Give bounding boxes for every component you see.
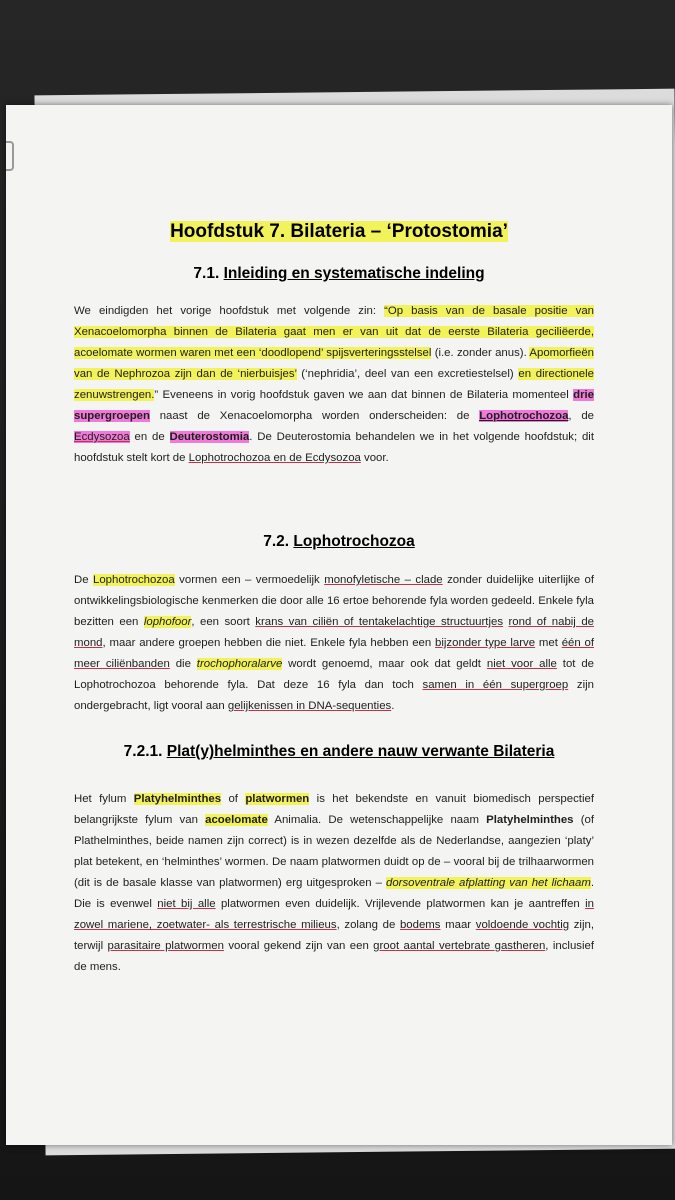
underline-run: groot aantal vertebrate gastheren xyxy=(373,940,546,952)
highlight-run: trochophoralarve xyxy=(196,658,283,670)
underline-run: samen in één supergroep xyxy=(422,679,569,691)
highlight-run: Platyhelminthes xyxy=(133,793,222,805)
underline-run: parasitaire platwormen xyxy=(107,940,224,952)
text-run: (i.e. zonder anus). xyxy=(431,347,530,359)
text-run: die xyxy=(169,658,197,670)
highlight-run: Ecdysozoa xyxy=(74,431,130,443)
highlight-run: platwormen xyxy=(245,793,310,805)
highlight-run: drie supergroepen xyxy=(74,389,594,422)
text-run: , een soort xyxy=(191,616,256,628)
section-7-2-paragraph xyxy=(74,570,594,717)
text-run: is het bekendste en vanuit biomedisch perspectief belangrijkste fylum van xyxy=(74,793,594,826)
underline-run: rond of nabij de mond xyxy=(74,616,594,649)
text-run: Animalia. De wetenschappelijke naam xyxy=(267,814,487,826)
section-7-2-heading xyxy=(6,533,672,551)
text-run: We eindigden het vorige hoofdstuk met volgende zin: xyxy=(74,305,385,317)
text-run: , inclusief de mens. xyxy=(74,940,595,973)
chapter-title xyxy=(6,221,672,243)
underline-run: Lophotrochozoa en de Ecdysozoa xyxy=(188,452,361,464)
section-title: Inleiding en systematische indeling xyxy=(223,265,485,282)
text-run: (‘nephridia’, deel van een excretiestelsel) xyxy=(296,368,519,380)
text-run: tot de Lophotrochozoa behorende fyla. Dat deze 16 fyla dan toch xyxy=(74,658,594,691)
highlight-run: Deuterostomia xyxy=(169,431,250,443)
text-run: vooral gekend zijn van een xyxy=(223,940,374,952)
text-run: vormen een – vermoedelijk xyxy=(174,574,325,586)
text-run: . De Deuterostomia behandelen we in het volgende hoofdstuk; dit hoofdstuk stelt kort de xyxy=(74,431,594,464)
section-7-1-heading xyxy=(6,265,672,283)
text-run: zijn ondergebracht, ligt vooral aan xyxy=(74,679,594,712)
text-run: (of Plathelminthes, beide namen zijn correct) is in wezen dezelfde als de Nederlandse, aangezien ‘platy’ plat betekent, en ‘helminthes’ wormen. De naam platwormen duidt op de – vooral bij de trilhaarwormen (dit is de basale klasse van platwormen) erg uitgesproken – xyxy=(74,814,594,889)
highlight-run: “Op basis van de basale positie van Xenacoelomorpha binnen de Bilateria gaat men er van uit dat de eerste Bilateria geciliëerde, acoelomate wormen waren met een ‘doodlopend’ spijsverteringsstelsel xyxy=(74,305,594,359)
underline-run: voldoende vochtig xyxy=(475,919,570,931)
highlight-run: en directionele zenuwstrengen. xyxy=(74,368,594,401)
underline-run: bodems xyxy=(399,919,441,931)
text-run: De xyxy=(74,574,94,586)
underline-run: krans van ciliën of tentakelachtige structuurtjes xyxy=(255,616,504,628)
underline-run: gelijkenissen in DNA-sequenties xyxy=(227,700,392,712)
section-number: 7.2.1. xyxy=(123,743,163,760)
chapter-title-text: Hoofdstuk 7. Bilateria – ‘Protostomia’ xyxy=(170,221,508,242)
highlight-run: lophofoor xyxy=(143,616,192,628)
text-run: en de xyxy=(129,431,170,443)
section-number: 7.2. xyxy=(263,533,290,550)
text-run: , de xyxy=(568,410,594,422)
document-page xyxy=(6,105,672,1145)
text-run: maar xyxy=(440,919,476,931)
text-run: wordt genoemd, maar ook dat geldt xyxy=(282,658,487,670)
highlight-run: Apomorfieën van de Nephrozoa zijn dan de ‘nierbuisjes’ xyxy=(74,347,594,380)
underline-run: niet bij alle xyxy=(157,898,216,910)
text-run: . Die is evenwel xyxy=(74,877,594,910)
section-number: 7.1. xyxy=(193,265,220,282)
text-run: met xyxy=(535,637,562,649)
section-7-2-1-heading xyxy=(6,743,672,761)
staple-icon xyxy=(6,141,14,171)
text-run: platwormen even duidelijk. Vrijlevende platwormen kan je aantreffen xyxy=(215,898,586,910)
section-title: Lophotrochozoa xyxy=(293,533,415,550)
bold-run: Platyhelminthes xyxy=(486,814,574,826)
underline-run: monofyletische – clade xyxy=(324,574,443,586)
text-run: voor. xyxy=(360,452,389,464)
text-run: zonder duidelijke uiterlijke of ontwikkelingsbiologische kenmerken die door alle 16 ertoe behorende fyla worden gedeeld. Enkele fyla bezitten een xyxy=(74,574,595,628)
underline-run: in zowel mariene, zoetwater- als terrestrische milieus xyxy=(74,898,595,931)
highlight-run: Lophotrochozoa xyxy=(93,574,175,586)
highlight-run: Lophotrochozoa xyxy=(479,410,569,422)
section-7-1-paragraph xyxy=(74,301,594,469)
section-7-2-1-paragraph xyxy=(74,789,594,978)
section-title: Plat(y)helminthes en andere nauw verwante Bilateria xyxy=(166,743,555,760)
text-run: Het fylum xyxy=(74,793,134,805)
highlight-run: dorsoventrale afplatting van het lichaam xyxy=(385,877,591,889)
underline-run: niet voor alle xyxy=(486,658,557,670)
text-run: of xyxy=(221,793,246,805)
text-run: . xyxy=(391,700,395,712)
text-run: , maar andere groepen hebben die niet. Enkele fyla hebben een xyxy=(102,637,436,649)
text-run: naast de Xenacoelomorpha worden onderscheiden: de xyxy=(149,410,480,422)
highlight-run: acoelomate xyxy=(205,814,268,826)
underline-run: één of meer ciliënbanden xyxy=(74,637,594,670)
text-run: ” Eveneens in vorig hoofdstuk gaven we aan dat binnen de Bilateria momenteel xyxy=(154,389,574,401)
underline-run: bijzonder type larve xyxy=(435,637,536,649)
text-run: , zolang de xyxy=(336,919,400,931)
text-run: zijn, terwijl xyxy=(74,919,594,952)
